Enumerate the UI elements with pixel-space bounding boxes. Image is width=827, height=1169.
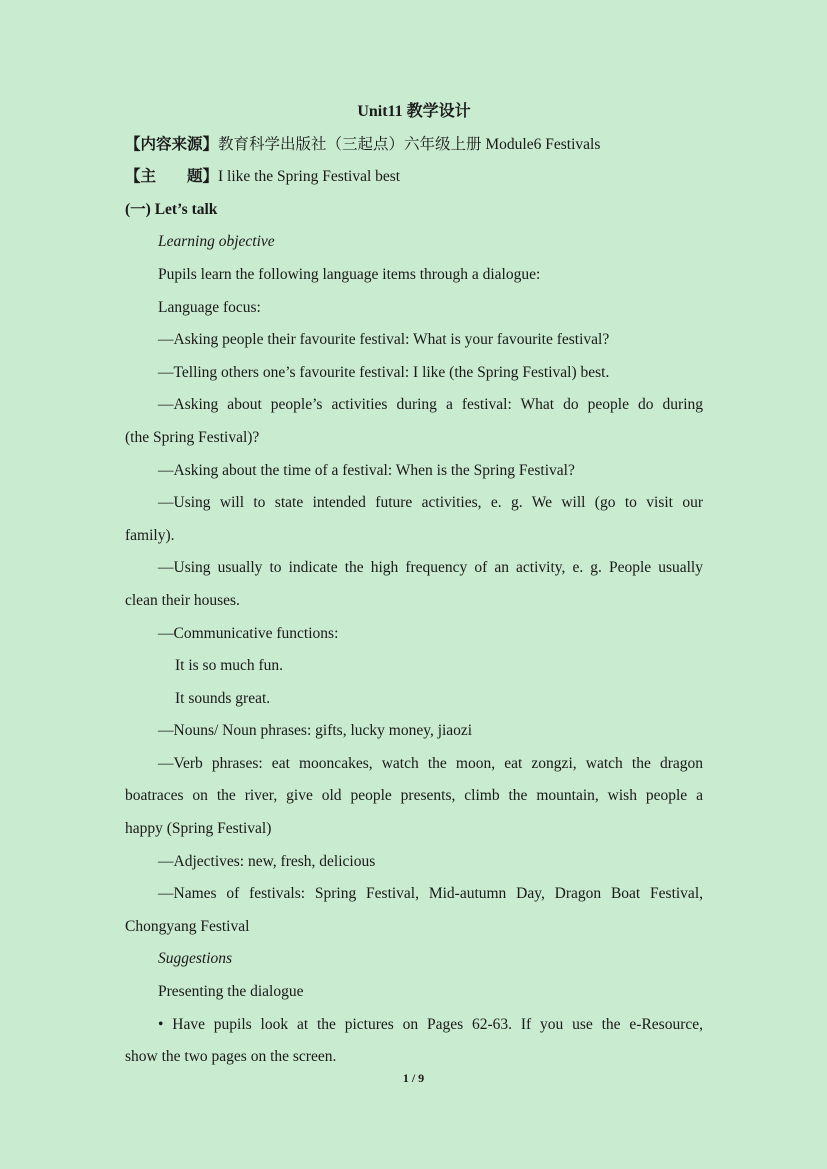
paragraph: Chongyang Festival xyxy=(125,917,250,935)
section-heading: (一) Let’s talk xyxy=(125,200,218,218)
paragraph: —Asking people their favourite festival: What is your favourite festival? xyxy=(158,331,610,349)
bullet-line: • Have pupils look at the pictures on Pages 62-63. If you use the e-Resource, xyxy=(158,1015,703,1033)
page-number: 1 / 9 xyxy=(402,1071,425,1085)
paragraph: —Names of festivals: Spring Festival, Mid-autumn Day, Dragon Boat Festival, xyxy=(158,885,703,903)
learning-objective-heading: Learning objective xyxy=(158,233,275,251)
paragraph: —Asking about the time of a festival: When is the Spring Festival? xyxy=(158,461,575,479)
topic-label: 【主 题】 xyxy=(125,168,219,186)
paragraph: —Using will to state intended future activities, e. g. We will (go to visit our xyxy=(158,494,703,512)
source-label: 【内容来源】 xyxy=(125,135,219,153)
paragraph: (the Spring Festival)? xyxy=(125,428,260,446)
paragraph: Language focus: xyxy=(158,298,261,316)
bullet-line-continued: show the two pages on the screen. xyxy=(125,1048,337,1066)
paragraph: —Telling others one’s favourite festival: I like (the Spring Festival) best. xyxy=(158,363,610,381)
paragraph: —Nouns/ Noun phrases: gifts, lucky money, jiaozi xyxy=(158,722,473,740)
paragraph: happy (Spring Festival) xyxy=(125,820,272,838)
source-value: 教育科学出版社（三起点）六年级上册 Module6 Festivals xyxy=(218,135,601,153)
paragraph: family). xyxy=(125,526,175,544)
paragraph: —Verb phrases: eat mooncakes, watch the moon, eat zongzi, watch the dragon xyxy=(158,754,703,772)
paragraph: boatraces on the river, give old people presents, climb the mountain, wish people a xyxy=(125,787,703,805)
paragraph: clean their houses. xyxy=(125,591,240,609)
paragraph: Pupils learn the following language items through a dialogue: xyxy=(158,265,541,283)
topic-value: I like the Spring Festival best xyxy=(218,168,401,186)
paragraph: —Communicative functions: xyxy=(158,624,339,642)
paragraph: It sounds great. xyxy=(175,689,271,707)
paragraph: It is so much fun. xyxy=(175,657,284,675)
paragraph: —Using usually to indicate the high frequency of an activity, e. g. People usually xyxy=(158,559,703,577)
document-page xyxy=(125,96,703,1074)
paragraph: —Adjectives: new, fresh, delicious xyxy=(158,852,376,870)
suggestions-heading: Suggestions xyxy=(158,950,233,968)
paragraph: —Asking about people’s activities during a festival: What do people do during xyxy=(158,396,703,414)
presenting-heading: Presenting the dialogue xyxy=(158,983,304,1001)
source-line xyxy=(125,129,703,162)
document-title: Unit11 教学设计 xyxy=(357,103,471,120)
topic-line xyxy=(125,161,703,194)
